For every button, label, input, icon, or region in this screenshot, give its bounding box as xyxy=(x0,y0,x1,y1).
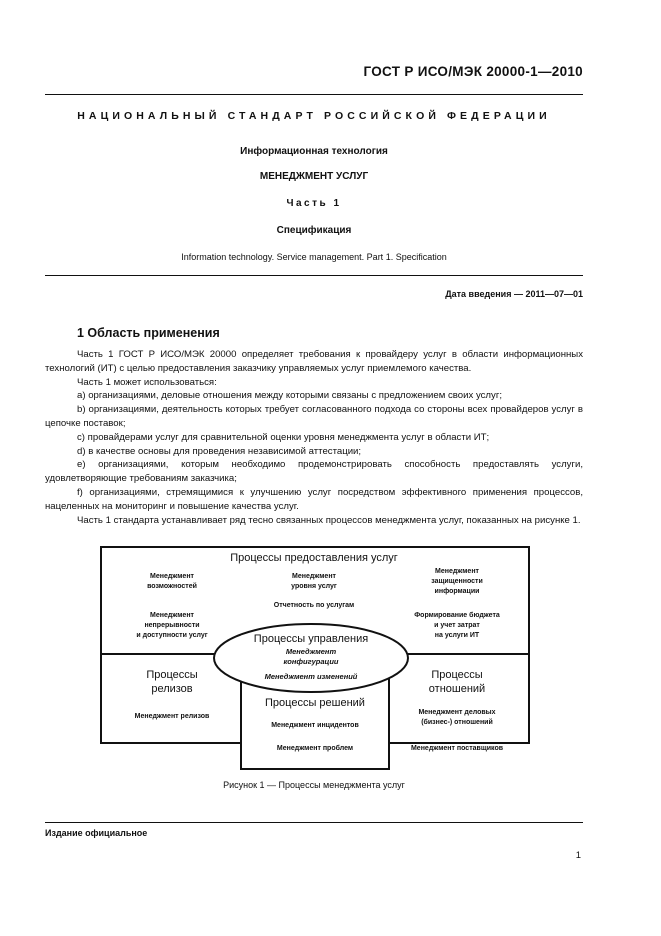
service-level-label: уровня услуг xyxy=(291,583,337,590)
incident-label: Менеджмент инцидентов xyxy=(271,722,359,729)
english-title: Information technology. Service management. Part 1. Specification xyxy=(181,252,447,262)
section-heading: 1 Область применения xyxy=(77,326,220,340)
part-label: Часть 1 xyxy=(286,198,342,209)
problem-label: Менеджмент проблем xyxy=(276,745,354,752)
security-label: защищенности xyxy=(431,578,483,585)
service-level-label: Менеджмент xyxy=(292,573,336,580)
security-label: информации xyxy=(434,588,480,595)
continuity-label: и доступности услуг xyxy=(136,632,208,639)
page-number: 1 xyxy=(575,850,581,861)
title-line2: МЕНЕДЖМЕНТ УСЛУГ xyxy=(259,171,369,182)
control-processes-title: Процессы управления xyxy=(253,633,369,645)
resolution-title: Процессы решений xyxy=(265,697,365,709)
release-mgmt-label: Менеджмент релизов xyxy=(134,713,210,720)
list-item: b) организациями, деятельность которых требует согласованного подхода со стороны всех провайдеров услуг в цепочке поставок; xyxy=(45,404,583,429)
national-standard-banner: НАЦИОНАЛЬНЫЙ СТАНДАРТ РОССИЙСКОЙ ФЕДЕРАЦИИ xyxy=(77,110,551,122)
business-label: Менеджмент деловых xyxy=(418,709,496,716)
business-label: (бизнес-) отношений xyxy=(421,719,493,726)
figure-caption: Рисунок 1 — Процессы менеджмента услуг xyxy=(223,780,405,790)
paragraph: Часть 1 ГОСТ Р ИСО/МЭК 20000 определяет требования к провайдеру услуг в области информационных технологий (ИТ) с целью предоставления заказчику управляемых услуг приемлемого качества. xyxy=(45,349,583,374)
release-title: релизов xyxy=(151,683,193,695)
list-item: c) провайдерами услуг для сравнительной оценки уровня менеджмента услуг в области ИТ; xyxy=(77,431,490,443)
title-rule xyxy=(45,275,583,276)
relationship-title: Процессы xyxy=(431,669,483,681)
budgeting-label: и учет затрат xyxy=(434,622,480,629)
list-item: e) организациями, которым необходимо продемонстрировать способность предоставлять услуги, удовлетворяющие требованиям заказчика; xyxy=(45,459,583,485)
continuity-label: непрерывности xyxy=(144,622,200,629)
release-title: Процессы xyxy=(146,669,198,681)
title-line1: Информационная технология xyxy=(240,146,388,157)
subtitle: Спецификация xyxy=(276,225,352,236)
relationship-title: отношений xyxy=(428,683,486,695)
list-item: f) организациями, стремящимися к улучшению услуг посредством эффективного применения процессов, нацеленных на мониторинг и повышение качества услуг. xyxy=(45,486,583,512)
edition-label: Издание официальное xyxy=(45,828,148,838)
budgeting-label: Формирование бюджета xyxy=(414,612,500,619)
configuration-label: Менеджмент xyxy=(285,647,337,656)
top-rule xyxy=(45,94,583,95)
footer-rule xyxy=(45,822,583,823)
budgeting-label: на услуги ИТ xyxy=(434,632,480,639)
reporting-label: Отчетность по услугам xyxy=(273,602,355,609)
list-item: a) организациями, деловые отношения между которыми связаны с предложением своих услуг; xyxy=(77,390,502,402)
service-management-diagram xyxy=(100,546,530,770)
capacity-label: возможностей xyxy=(147,583,197,590)
change-label: Менеджмент изменений xyxy=(264,672,358,681)
relationship-box xyxy=(389,654,529,743)
paragraph: Часть 1 стандарта устанавливает ряд тесно связанных процессов менеджмента услуг, показанных на рисунке 1. xyxy=(77,514,581,526)
capacity-label: Менеджмент xyxy=(150,573,194,580)
intro-date: Дата введения — 2011—07—01 xyxy=(445,289,583,299)
paragraph: Часть 1 может использоваться: xyxy=(77,376,217,388)
supplier-label: Менеджмент поставщиков xyxy=(410,745,504,752)
list-item: d) в качестве основы для проведения независимой аттестации; xyxy=(77,445,362,457)
section-body xyxy=(45,348,583,527)
configuration-label: конфигурации xyxy=(283,657,339,666)
service-delivery-title: Процессы предоставления услуг xyxy=(230,552,398,564)
security-label: Менеджмент xyxy=(435,568,479,575)
continuity-label: Менеджмент xyxy=(150,612,194,619)
standard-number: ГОСТ Р ИСО/МЭК 20000-1—2010 xyxy=(363,64,583,79)
